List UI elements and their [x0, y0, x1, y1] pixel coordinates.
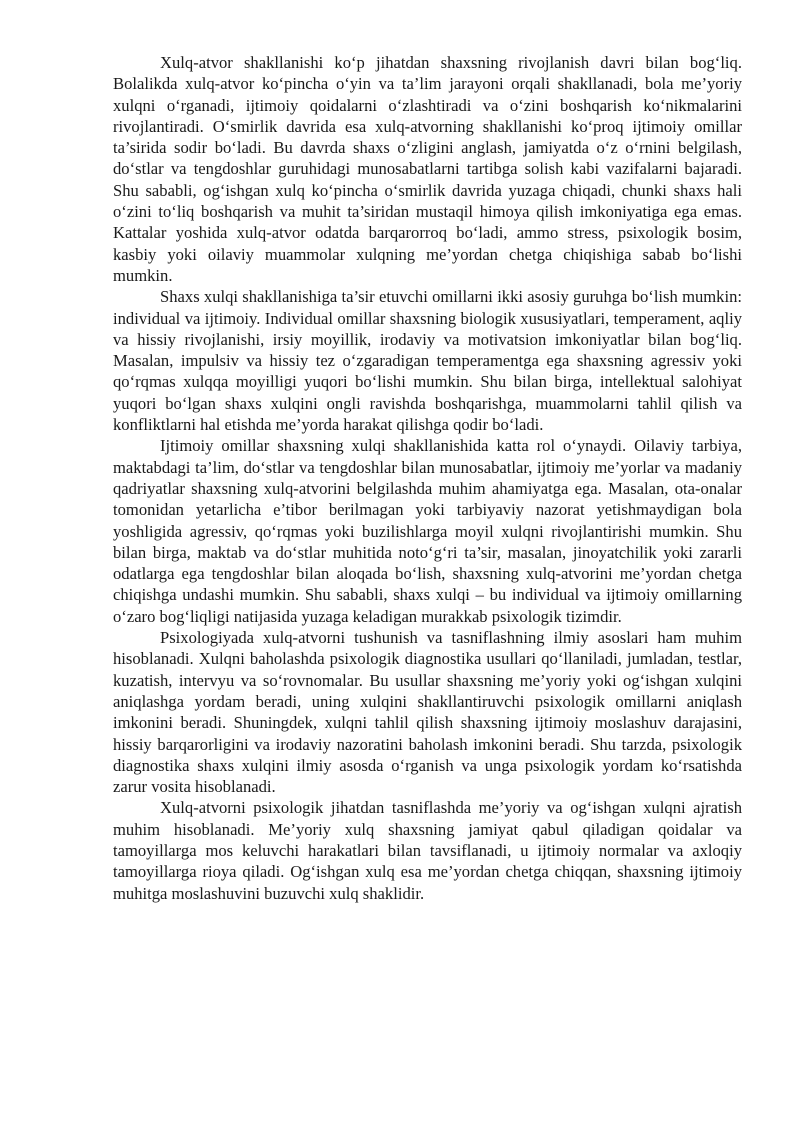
document-page	[113, 52, 742, 904]
paragraph-development-periods: Xulq-atvor shakllanishi ko‘p jihatdan shaxsning rivojlanish davri bilan bog‘liq. Bolalikda xulq-atvor ko‘pincha o‘yin va ta’lim jarayoni orqali shakllanadi, bola me’yoriy xulqni o‘rganadi, ijtimoiy qoidalarni o‘zlashtiradi va o‘zini boshqarish ko‘nikmalarini rivojlantiradi. O‘smirlik davrida esa xulq-atvorning shakllanishi ko‘proq ijtimoiy omillar ta’sirida sodir bo‘ladi. Bu davrda shaxs o‘zligini anglash, jamiyatda o‘z o‘rnini belgilash, do‘stlar va tengdoshlar guruhidagi munosabatlarni tartibga solish kabi vazifalarni bajaradi. Shu sababli, og‘ishgan xulq ko‘pincha o‘smirlik davrida yuzaga chiqadi, chunki shaxs hali o‘zini to‘liq boshqarish va muhit ta’siridan mustaqil himoya qilish imkoniyatiga ega emas. Kattalar yoshida xulq-atvor odatda barqarorroq bo‘ladi, ammo stress, psixologik bosim, kasbiy yoki oilaviy muammolar xulqning me’yordan chetga chiqishiga sabab bo‘lishi mumkin.	[113, 53, 742, 285]
paragraph-psychodiagnostics: Psixologiyada xulq-atvorni tushunish va tasniflashning ilmiy asoslari ham muhim hisoblanadi. Xulqni baholashda psixologik diagnostika usullari qo‘llaniladi, jumladan, testlar, kuzatish, intervyu va so‘rovnomalar. Bu usullar shaxsning me’yoriy yoki og‘ishgan xulqini aniqlashga yordam beradi, uning xulqini shakllantiruvchi psixologik omillarni aniqlash imkonini beradi. Shuningdek, xulqni tahlil qilish shaxsning ijtimoiy moslashuv darajasini, hissiy barqarorligini va irodaviy nazoratini baholash imkonini beradi. Shu tarzda, psixologik diagnostika shaxs xulqini ilmiy asosda o‘rganish va unga psixologik yordam ko‘rsatishda zarur vosita hisoblanadi.	[113, 628, 742, 797]
paragraph-classification: Xulq-atvorni psixologik jihatdan tasniflashda me’yoriy va og‘ishgan xulqni ajratish muhim hisoblanadi. Me’yoriy xulq shaxsning jamiyat qabul qiladigan qoidalar va tamoyillarga mos keluvchi harakatlari bilan tavsiflanadi, u ijtimoiy normalar va axloqiy tamoyillarga rioya qiladi. Og‘ishgan xulq esa me’yordan chetga chiqqan, shaxsning ijtimoiy muhitga moslashuvini buzuvchi xulq shaklidir.	[113, 798, 742, 903]
paragraph-individual-factors: Shaxs xulqi shakllanishiga ta’sir etuvchi omillarni ikki asosiy guruhga bo‘lish mumkin: individual va ijtimoiy. Individual omillar shaxsning biologik xususiyatlari, temperament, aqliy va hissiy rivojlanishi, irsiy moyillik, irodaviy va motivatsion imkoniyatlar bilan bog‘liq. Masalan, impulsiv va hissiy tez o‘zgaradigan temperamentga ega shaxsning agressiv yoki qo‘rqmas xulqqa moyilligi yuqori bo‘lishi mumkin. Shu bilan birga, intellektual salohiyat yuqori bo‘lgan shaxs xulqini ongli ravishda boshqarishga, muammolarni tahlil qilish va konfliktlarni hal etishda me’yorda harakat qilishga qodir bo‘ladi.	[113, 287, 742, 435]
paragraph-social-factors: Ijtimoiy omillar shaxsning xulqi shakllanishida katta rol o‘ynaydi. Oilaviy tarbiya, maktabdagi ta’lim, do‘stlar va tengdoshlar bilan munosabatlar, ijtimoiy me’yorlar va madaniy qadriyatlar shaxsning xulq-atvorini belgilashda muhim ahamiyatga ega. Masalan, ota-onalar tomonidan yetarlicha e’tibor berilmagan yoki tarbiyaviy nazorat yetishmaydigan bola yoshligida agressiv, qo‘rqmas yoki buzilishlarga moyil xulqni rivojlantirishi mumkin. Shu bilan birga, maktab va do‘stlar muhitida noto‘g‘ri ta’sir, masalan, jinoyatchilik yoki zararli odatlarga ega tengdoshlar bilan aloqada bo‘lish, shaxsning xulq-atvorini me’yordan chetga chiqishga undashi mumkin. Shu sababli, shaxs xulqi – bu individual va ijtimoiy omillarning o‘zaro bog‘liqligi natijasida yuzaga keladigan murakkab psixologik tizimdir.	[113, 436, 742, 626]
